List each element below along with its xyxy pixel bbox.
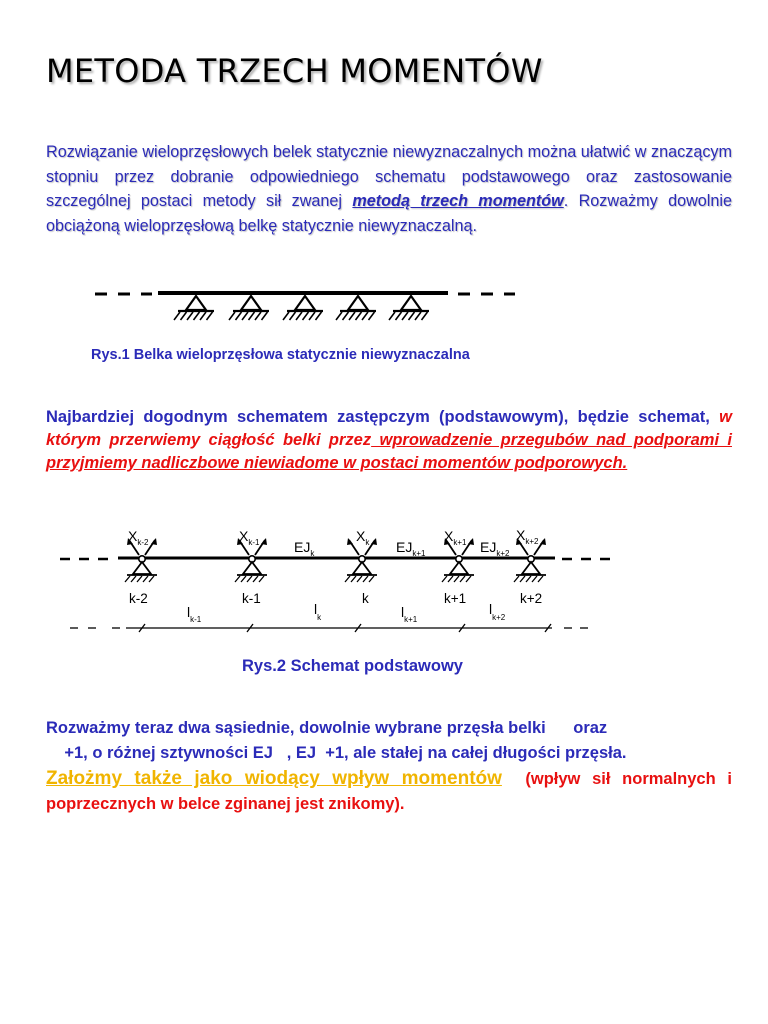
intro-text-after: . Rozważmy dowolnie obciążoną wieloprzęsłową belkę statycznie niewyznaczalną.: [46, 192, 732, 235]
stiffness-label-k+2: $EJ_{k+2}$: [480, 539, 510, 558]
support-label-k+1: k+1: [444, 591, 467, 606]
span-label-k+1: $l_{k+1}$: [401, 604, 418, 624]
figure2-support-labels: [129, 591, 542, 606]
support-label-k+2: k+2: [520, 591, 543, 606]
x-label-k-1: $X_{k-1}$: [239, 528, 260, 547]
figure2-stiffness-labels: [294, 539, 510, 558]
x-label-k+1: $X_{k+1}$: [444, 528, 467, 547]
x-label-k+2: $X_{k+2}$: [516, 527, 539, 546]
figure1-caption: Rys.1 Belka wieloprzęsłowa statycznie niewyznaczalna: [91, 347, 470, 363]
stiffness-label-k: $EJ_k$: [294, 539, 315, 558]
intro-text-before: Rozwiązanie wieloprzęsłowych belek statycznie niewyznaczalnych można ułatwić w znaczącym stopniu przez dobranie odpowiedniego schematu podstawowego oraz zastosowanie szczególnej postaci metody sił zwanej: [46, 143, 732, 210]
para3-line2: +1, o różnej sztywności EJ , EJ +1, ale stałej na całej długości przęsła.: [46, 744, 627, 762]
x-label-k: $X_k$: [356, 528, 370, 547]
figure2-support: [345, 538, 377, 582]
figure2-dimension-line: [70, 624, 588, 632]
figure2-x-labels: [128, 527, 539, 547]
para2-part2: w którym przerwiemy ciągłość belki przez: [46, 408, 732, 449]
span-label-k-1: $l_{k-1}$: [187, 604, 202, 624]
stiffness-label-k+1: $EJ_{k+1}$: [396, 539, 426, 558]
x-label-k-2: $X_{k-2}$: [128, 528, 149, 547]
page-title: METODA TRZECH MOMENTÓW: [46, 52, 543, 90]
span-label-k: $l_k$: [314, 601, 322, 622]
support-label-k-2: k-2: [129, 591, 148, 606]
para3-line1: Rozważmy teraz dwa sąsiednie, dowolnie wybrane przęsła belki oraz: [46, 719, 608, 737]
span-label-k+2: $l_{k+2}$: [489, 601, 506, 622]
para2-part3: wprowadzenie przegubów nad podporami i przyjmiemy nadliczbowe niewiadome w postaci momentów podporowych.: [46, 430, 732, 472]
paragraph-3: [46, 716, 732, 817]
para3-red: (wpływ sił normalnych i poprzecznych w belce zginanej jest znikomy).: [46, 770, 732, 813]
para3-yellow: Założmy także jako wiodący wpływ momentów: [46, 768, 502, 789]
support-label-k: k: [362, 591, 369, 606]
para2-part1: Najbardziej dogodnym schematem zastępczym (podstawowym), będzie schemat,: [46, 408, 720, 426]
support-label-k-1: k-1: [242, 591, 261, 606]
figure2-caption: Rys.2 Schemat podstawowy: [242, 657, 463, 675]
intro-highlight: metodą trzech momentów: [352, 192, 564, 210]
